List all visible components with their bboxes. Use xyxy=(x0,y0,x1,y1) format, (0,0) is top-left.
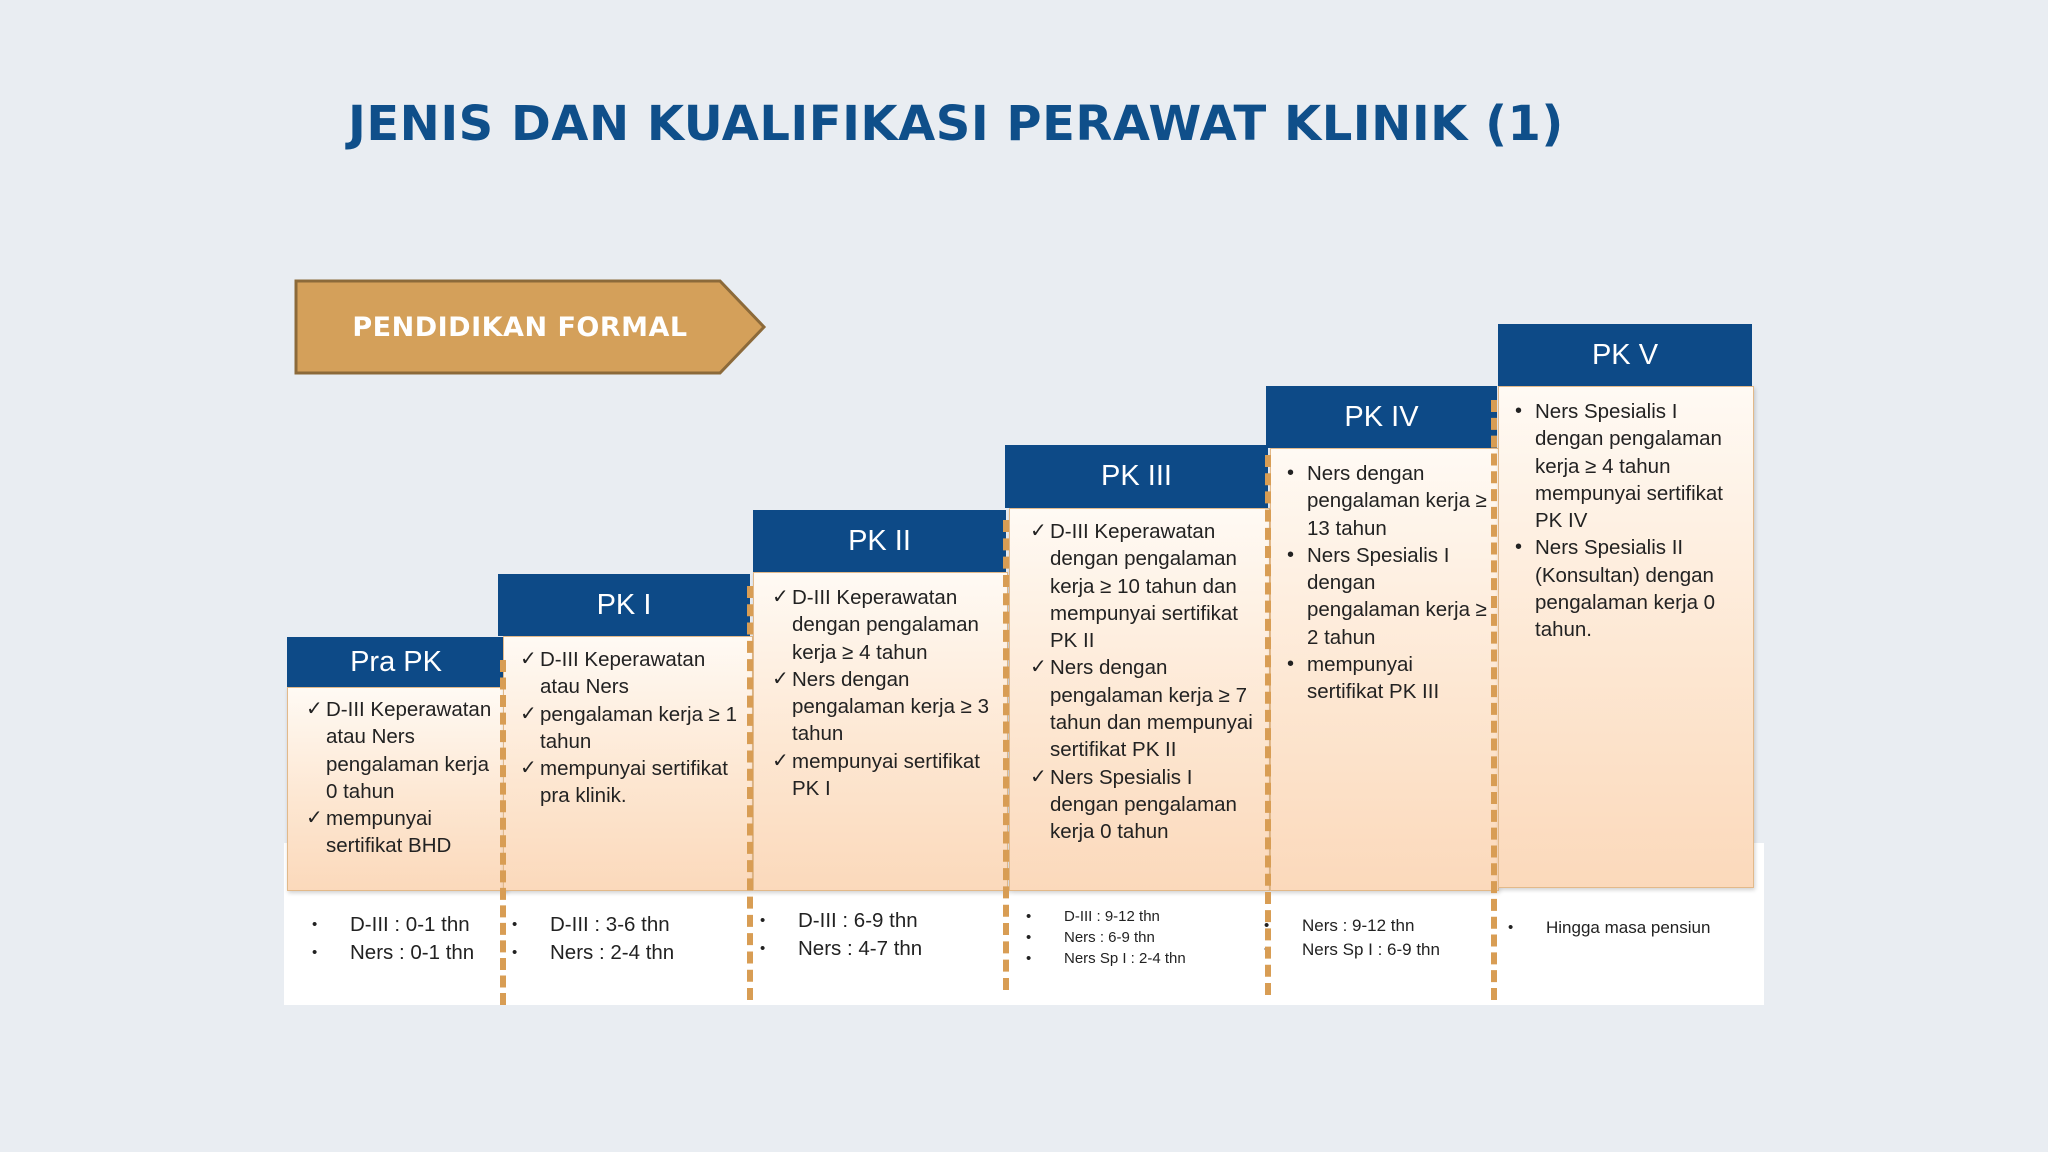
level-years-pk-iv xyxy=(1264,914,1474,962)
checkmark-icon: ✓ xyxy=(306,807,323,830)
years-item xyxy=(1026,906,1236,927)
bullet-icon: • xyxy=(1026,950,1032,967)
years-item xyxy=(1264,914,1474,938)
checkmark-icon: ✓ xyxy=(520,702,537,725)
page-title: JENIS DAN KUALIFIKASI PERAWAT KLINIK (1) xyxy=(348,96,1564,152)
bullet-icon: • xyxy=(760,912,766,929)
requirement-item xyxy=(1030,654,1262,763)
bullet-icon: • xyxy=(1515,536,1523,559)
requirement-item xyxy=(772,748,1000,803)
level-header-pra-pk: Pra PK xyxy=(287,637,505,687)
dashed-divider xyxy=(1003,520,1009,990)
requirement-item xyxy=(1515,398,1749,534)
years-item xyxy=(1508,916,1718,940)
level-header-pk-ii: PK II xyxy=(753,510,1006,572)
years-item xyxy=(312,939,522,967)
checkmark-icon: ✓ xyxy=(306,698,323,720)
dashed-divider xyxy=(1265,455,1271,995)
requirement-item xyxy=(520,646,746,701)
years-text: D-III : 6-9 thn xyxy=(798,909,918,932)
bullet-icon: • xyxy=(1287,543,1295,566)
checkmark-icon: ✓ xyxy=(772,749,789,772)
checkmark-icon: ✓ xyxy=(520,757,537,780)
requirement-text: D-III Keperawatan dengan pengalaman kerja ≥ 4 tahun xyxy=(792,586,979,664)
level-requirements-pk-iv xyxy=(1287,460,1493,706)
years-item xyxy=(512,939,722,967)
years-item xyxy=(1264,938,1474,962)
requirement-text: mempunyai sertifikat pra klinik. xyxy=(540,757,728,808)
checkmark-icon: ✓ xyxy=(1030,520,1047,542)
years-item xyxy=(312,911,522,939)
bullet-icon: • xyxy=(1508,919,1514,936)
years-text: Ners Sp I : 2-4 thn xyxy=(1064,950,1186,967)
level-header-pk-v: PK V xyxy=(1498,324,1752,386)
requirement-text: D-III Keperawatan atau Ners pengalaman kerja 0 tahun xyxy=(326,698,492,803)
bullet-icon: • xyxy=(312,916,318,933)
requirement-text: D-III Keperawatan dengan pengalaman kerja ≥ 10 tahun dan mempunyai sertifikat PK II xyxy=(1050,520,1238,653)
requirement-text: Ners Spesialis II (Konsultan) dengan pengalaman kerja 0 tahun. xyxy=(1535,536,1716,642)
requirement-text: Ners dengan pengalaman kerja ≥ 7 tahun dan mempunyai sertifikat PK II xyxy=(1050,656,1253,762)
bullet-icon: • xyxy=(1287,462,1295,484)
years-text: Ners Sp I : 6-9 thn xyxy=(1302,940,1440,959)
requirement-item xyxy=(1030,518,1262,654)
requirement-text: pengalaman kerja ≥ 1 tahun xyxy=(540,702,738,753)
level-requirements-pk-i xyxy=(520,646,746,810)
requirement-item xyxy=(306,696,500,805)
level-years-pk-v xyxy=(1508,916,1718,940)
years-item xyxy=(512,911,722,939)
pendidikan-formal-label: PENDIDIKAN FORMAL xyxy=(352,311,688,343)
years-text: D-III : 9-12 thn xyxy=(1064,908,1160,925)
requirement-item xyxy=(1287,542,1493,651)
bullet-icon: • xyxy=(1515,400,1523,422)
checkmark-icon: ✓ xyxy=(520,648,537,670)
years-item xyxy=(1026,927,1236,948)
bullet-icon: • xyxy=(1264,941,1270,958)
years-text: D-III : 0-1 thn xyxy=(350,913,470,936)
bullet-icon: • xyxy=(312,944,318,961)
requirement-text: mempunyai sertifikat PK III xyxy=(1307,653,1440,704)
years-text: Ners : 6-9 thn xyxy=(1064,929,1155,946)
requirement-item xyxy=(1287,651,1493,706)
years-item xyxy=(760,935,970,963)
checkmark-icon: ✓ xyxy=(772,667,789,690)
requirement-text: Ners dengan pengalaman kerja ≥ 13 tahun xyxy=(1307,462,1487,540)
level-header-pk-iii: PK III xyxy=(1005,445,1268,508)
requirement-text: mempunyai sertifikat PK I xyxy=(792,749,980,801)
years-item xyxy=(1026,948,1236,969)
bullet-icon: • xyxy=(512,944,518,961)
checkmark-icon: ✓ xyxy=(1030,765,1047,788)
level-requirements-pk-v xyxy=(1515,398,1749,644)
bullet-icon: • xyxy=(760,940,766,957)
requirement-text: Ners Spesialis I dengan pengalaman kerja ≥ 4 tahun mempunyai sertifikat PK IV xyxy=(1535,400,1723,533)
requirement-text: Ners Spesialis I dengan pengalaman kerja 0 tahun xyxy=(1050,765,1237,844)
requirement-item xyxy=(306,805,500,860)
requirement-text: mempunyai sertifikat BHD xyxy=(326,807,452,858)
requirement-item xyxy=(772,666,1000,748)
requirement-item xyxy=(520,701,746,756)
bullet-icon: • xyxy=(1026,908,1032,925)
checkmark-icon: ✓ xyxy=(1030,656,1047,679)
requirement-text: Ners Spesialis I dengan pengalaman kerja ≥ 2 tahun xyxy=(1307,543,1487,649)
level-years-pk-iii xyxy=(1026,906,1236,969)
bullet-icon: • xyxy=(512,916,518,933)
requirement-item xyxy=(1515,534,1749,643)
requirement-text: D-III Keperawatan atau Ners xyxy=(540,648,706,699)
checkmark-icon: ✓ xyxy=(772,586,789,608)
dashed-divider xyxy=(1491,400,1497,1000)
requirement-item xyxy=(520,755,746,810)
level-header-pk-iv: PK IV xyxy=(1266,386,1497,448)
years-text: Hingga masa pensiun xyxy=(1546,918,1711,937)
requirement-item xyxy=(1287,460,1493,542)
years-text: Ners : 0-1 thn xyxy=(350,941,475,964)
years-text: D-III : 3-6 thn xyxy=(550,913,670,936)
level-requirements-pra-pk xyxy=(306,696,500,860)
level-years-pra-pk xyxy=(312,911,522,967)
years-text: Ners : 9-12 thn xyxy=(1302,916,1415,935)
pendidikan-formal-arrow xyxy=(294,279,768,375)
years-item xyxy=(760,907,970,935)
dashed-divider xyxy=(500,660,506,1005)
years-text: Ners : 2-4 thn xyxy=(550,941,675,964)
requirement-item xyxy=(1030,764,1262,846)
bullet-icon: • xyxy=(1026,929,1032,946)
level-years-pk-i xyxy=(512,911,722,967)
level-header-pk-i: PK I xyxy=(498,574,750,636)
dashed-divider xyxy=(747,586,753,1000)
requirement-text: Ners dengan pengalaman kerja ≥ 3 tahun xyxy=(792,667,990,746)
requirement-item xyxy=(772,584,1000,666)
bullet-icon: • xyxy=(1287,653,1295,676)
level-requirements-pk-iii xyxy=(1030,518,1262,846)
bullet-icon: • xyxy=(1264,917,1270,934)
years-text: Ners : 4-7 thn xyxy=(798,937,923,960)
level-requirements-pk-ii xyxy=(772,584,1000,802)
level-years-pk-ii xyxy=(760,907,970,963)
